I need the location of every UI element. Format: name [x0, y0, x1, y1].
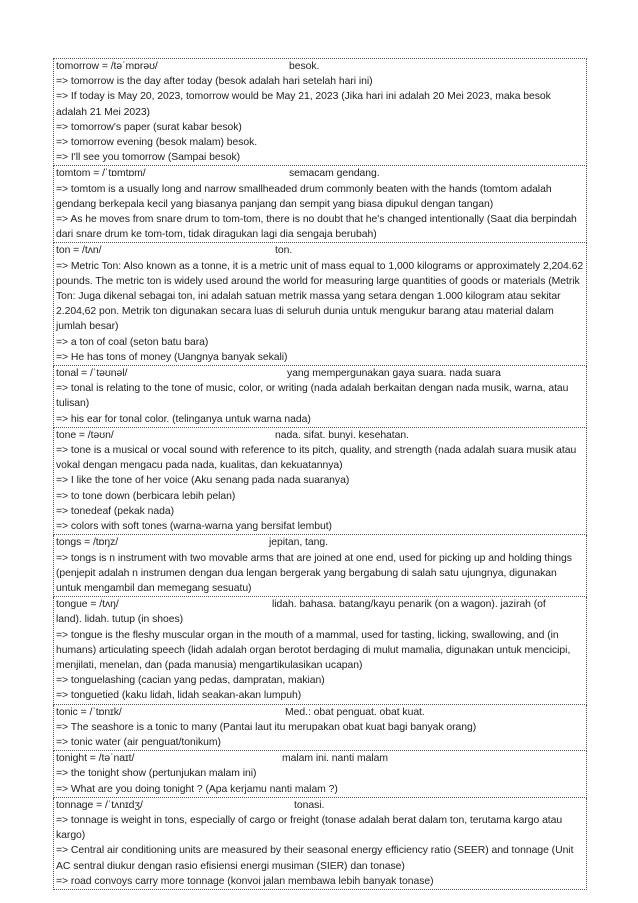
entry-meaning: semacam gendang. [289, 168, 380, 180]
entry-term: tonnage = /ˈtʌnɪdʒ/ [56, 799, 143, 811]
dictionary-page [53, 58, 587, 890]
entry-header [56, 705, 584, 720]
entry-term: tongs = /tɒŋz/ [56, 537, 119, 549]
entry-example-line: => I'll see you tomorrow (Sampai besok) [56, 152, 241, 164]
entry-term: tonal = /ˈtəʊnəl/ [56, 368, 128, 380]
entry-example-line: => tomorrow is the day after today (besok adalah hari setelah hari ini) [56, 76, 373, 88]
entry-example-line: => I like the tone of her voice (Aku senang pada nada suaranya) [56, 475, 350, 487]
entry-example-line: => tongs is n instrument with two movable arms that are joined at one end, used for picking up and holding things (penjepit adalah n instrumen dengan dua lengan bergerak yang bergabung di salah satu ujungnya, digunakan untuk mengambil dan memegang sesuatu) [56, 552, 572, 594]
entry-example-line: => tongue is the fleshy muscular organ in the mouth of a mammal, used for tasting, licking, swallowing, and (in humans) articulating speech (lidah adalah organ berotot berdaging di mulut mamalia, digunakan untuk mencicipi, menjilati, menelan, dan (pada manusia) mengartikulasikan ucapan) [56, 629, 571, 671]
entry-example-line: => He has tons of money (Uangnya banyak sekali) [56, 351, 288, 363]
entry-meaning: jepitan, tang. [269, 537, 328, 549]
entry-term: tonic = /ˈtɒnɪk/ [56, 706, 122, 718]
entry-term: tomorrow = /təˈmɒrəʊ/ [56, 61, 158, 72]
entry-example-line: => The seashore is a tonic to many (Pantai laut itu merupakan obat kuat bagi banyak orang) [56, 721, 477, 733]
entry-example-line: land). lidah. tutup (in shoes) [56, 614, 184, 626]
entry-header [56, 366, 584, 381]
entry-header [56, 166, 584, 181]
entry-example-line: => tonguelashing (cacian yang pedas, dampratan, makian) [56, 675, 325, 687]
entry-header [56, 597, 584, 612]
entry-meaning: lidah. bahasa. batang/kayu penarik (on a wagon). jazirah (of [272, 599, 546, 611]
dictionary-entry [53, 535, 587, 597]
entry-meaning: nada. sifat. bunyi. kesehatan. [275, 429, 409, 441]
dictionary-entry [53, 366, 587, 428]
entry-term: tonight = /təˈnaɪt/ [56, 753, 135, 765]
entry-header [56, 243, 584, 258]
dictionary-entry [53, 428, 587, 535]
entry-example-line: => Central air conditioning units are measured by their seasonal energy efficiency ratio (SEER) and tonnage (Unit AC sentral diukur dengan rasio efisiensi energi musiman (SIER) dan tonase) [56, 845, 574, 872]
dictionary-entry [53, 166, 587, 243]
entry-term: tongue = /tʌŋ/ [56, 599, 119, 611]
entry-term: tomtom = /ˈtɒmtɒm/ [56, 168, 146, 180]
dictionary-entry [53, 798, 587, 890]
entry-header [56, 428, 584, 443]
entry-example-line: => tonal is relating to the tone of music, color, or writing (nada adalah berkaitan dengan nada musik, warna, atau tulisan) [56, 383, 569, 410]
entry-example-line: => colors with soft tones (warna-warna yang bersifat lembut) [56, 521, 332, 533]
entry-example-line: => What are you doing tonight ? (Apa kerjamu nanti malam ?) [56, 783, 338, 795]
entry-meaning: yang mempergunakan gaya suara. nada suara [287, 368, 501, 380]
dictionary-entry [53, 58, 587, 166]
dictionary-entry [53, 751, 587, 798]
entry-header [56, 798, 584, 813]
entry-example-line: => tonguetied (kaku lidah, lidah seakan-akan lumpuh) [56, 690, 302, 702]
entry-term: ton = /tʌn/ [56, 245, 102, 257]
entry-example-line: => tomtom is a usually long and narrow smallheaded drum commonly beaten with the hands (tomtom adalah gendang berkepala kecil yang biasanya panjang dan sempit yang biasa dipukul dengan tangan) [56, 183, 552, 210]
entry-header [56, 751, 584, 766]
entry-header [56, 535, 584, 550]
entry-example-line: => a ton of coal (seton batu bara) [56, 336, 209, 348]
entry-example-line: => tonedeaf (pekak nada) [56, 505, 175, 517]
entry-meaning: Med.: obat penguat. obat kuat. [285, 706, 425, 718]
entry-example-line: => If today is May 20, 2023, tomorrow would be May 21, 2023 (Jika hari ini adalah 20 Mei 2023, maka besok adalah 21 Mei 2023) [56, 91, 551, 118]
entry-meaning: ton. [275, 245, 293, 257]
entry-term: tone = /təʊn/ [56, 429, 114, 441]
entry-header [56, 59, 584, 74]
entry-meaning: malam ini. nanti malam [282, 753, 388, 765]
dictionary-entry [53, 705, 587, 752]
entry-meaning: tonasi. [294, 799, 325, 811]
entry-example-line: => tomorrow's paper (surat kabar besok) [56, 121, 242, 133]
dictionary-entry [53, 243, 587, 366]
entry-example-line: => tone is a musical or vocal sound with reference to its pitch, quality, and strength (nada adalah suara musik atau vokal dengan mengacu pada nada, kualitas, dan kekuatannya) [56, 445, 577, 472]
entry-example-line: => tonnage is weight in tons, especially of cargo or freight (tonase adalah berat dalam ton, terutama kargo atau kargo) [56, 814, 563, 842]
entry-example-line: => his ear for tonal color. (telinganya untuk warna nada) [56, 413, 311, 425]
entry-example-line: => tomorrow evening (besok malam) besok. [56, 137, 258, 149]
entry-example-line: => to tone down (berbicara lebih pelan) [56, 490, 236, 502]
entry-example-line: => Metric Ton: Also known as a tonne, it is a metric unit of mass equal to 1,000 kilograms or approximately 2,204.62 pounds. The metric ton is widely used around the world for measuring large quantities of goods or materials (Metrik Ton: Juga dikenal sebagai ton, ini adalah satuan metrik massa yang setara dengan 1.000 kilogram atau sekitar 2.204,62 pon. Metrik ton digunakan secara luas di seluruh dunia untuk mengukur barang atau material dalam jumlah besar) [56, 260, 584, 333]
entry-example-line: => road convoys carry more tonnage (konvoi jalan membawa lebih banyak tonase) [56, 875, 434, 887]
entry-meaning: besok. [289, 61, 320, 72]
entry-example-line: => the tonight show (pertunjukan malam ini) [56, 768, 257, 780]
entry-example-line: => tonic water (air penguat/tonikum) [56, 736, 221, 748]
entry-example-line: => As he moves from snare drum to tom-tom, there is no doubt that he's changed intentionally (Saat dia berpindah dari snare drum ke tom-tom, tidak diragukan lagi dia sengaja berubah) [56, 214, 577, 241]
dictionary-entry [53, 597, 587, 704]
